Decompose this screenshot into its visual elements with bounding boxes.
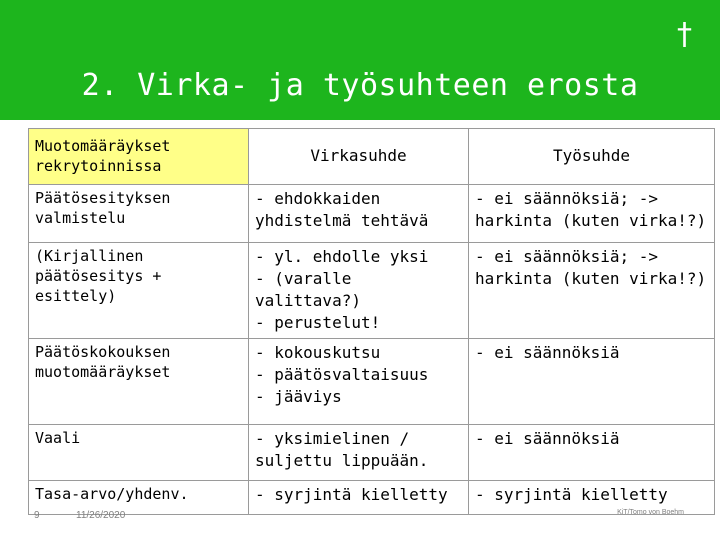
- table-row: [29, 243, 715, 339]
- header-cell-criterion: Muotomääräykset rekrytoinnissa: [29, 129, 249, 185]
- cell-tyosuhde: - ei säännöksiä: [469, 425, 715, 481]
- cell-tyosuhde: - syrjintä kielletty: [469, 481, 715, 515]
- cell-virkasuhde: - kokouskutsu - päätösvaltaisuus - jääviys: [249, 339, 469, 425]
- dagger-symbol: †: [677, 17, 692, 52]
- row-label: (Kirjallinen päätösesitys + esittely): [29, 243, 249, 339]
- row-label: Päätösesityksen valmistelu: [29, 185, 249, 243]
- header-cell-tyosuhde: Työsuhde: [469, 129, 715, 185]
- cell-tyosuhde: - ei säännöksiä; -> harkinta (kuten virka!?): [469, 185, 715, 243]
- table-row: [29, 425, 715, 481]
- slide-title: 2. Virka- ja työsuhteen erosta: [81, 68, 639, 103]
- table-row: [29, 339, 715, 425]
- slide-author: KiT/Tomo von Boehm: [617, 509, 684, 516]
- cell-virkasuhde: - yl. ehdolle yksi - (varalle valittava?) - perustelut!: [249, 243, 469, 339]
- cell-virkasuhde: - yksimielinen / suljettu lippuään.: [249, 425, 469, 481]
- row-label: Päätöskokouksen muotomääräykset: [29, 339, 249, 425]
- slide-number: 9: [34, 510, 40, 521]
- table-row: [29, 185, 715, 243]
- slide-date: 11/26/2020: [76, 510, 126, 521]
- comparison-table: [28, 128, 715, 515]
- cell-tyosuhde: - ei säännöksiä; -> harkinta (kuten virka!?): [469, 243, 715, 339]
- table-header-row: [29, 129, 715, 185]
- cell-virkasuhde: - ehdokkaiden yhdistelmä tehtävä: [249, 185, 469, 243]
- row-label: Vaali: [29, 425, 249, 481]
- cell-virkasuhde: - syrjintä kielletty: [249, 481, 469, 515]
- row-label: Tasa-arvo/yhdenv.: [29, 481, 249, 515]
- table-row: [29, 481, 715, 515]
- cell-tyosuhde: - ei säännöksiä: [469, 339, 715, 425]
- title-bar: [0, 0, 720, 120]
- header-cell-virkasuhde: Virkasuhde: [249, 129, 469, 185]
